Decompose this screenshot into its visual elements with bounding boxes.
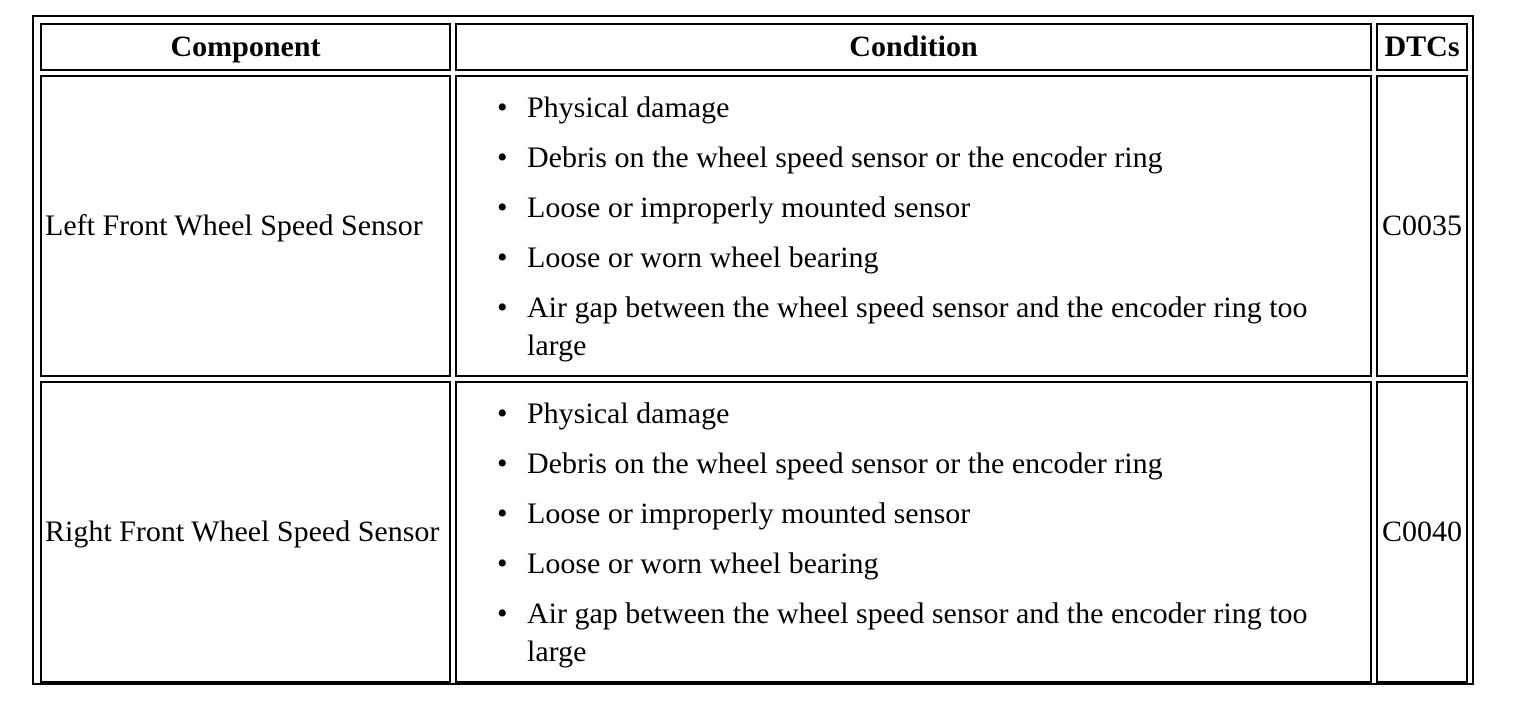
bullet-icon: • bbox=[497, 447, 508, 480]
bullet-icon: • bbox=[497, 141, 508, 174]
condition-text: Physical damage bbox=[527, 397, 730, 430]
condition-text: Air gap between the wheel speed sensor and the encoder ring too large bbox=[527, 597, 1308, 668]
condition-item bbox=[457, 189, 1360, 227]
condition-text: Loose or worn wheel bearing bbox=[527, 241, 879, 274]
bullet-icon: • bbox=[497, 397, 508, 430]
condition-item bbox=[457, 495, 1360, 533]
condition-item bbox=[457, 545, 1360, 583]
condition-text: Loose or worn wheel bearing bbox=[527, 547, 879, 580]
header-dtcs: DTCs bbox=[1376, 23, 1468, 71]
condition-text: Loose or improperly mounted sensor bbox=[527, 191, 971, 224]
condition-item bbox=[457, 89, 1360, 127]
condition-item bbox=[457, 139, 1360, 177]
dtc-cell: C0035 bbox=[1376, 75, 1468, 377]
condition-item bbox=[457, 595, 1360, 671]
header-component: Component bbox=[40, 23, 451, 71]
condition-cell bbox=[455, 381, 1372, 683]
bullet-icon: • bbox=[497, 241, 508, 274]
component-cell: Left Front Wheel Speed Sensor bbox=[40, 75, 451, 377]
header-condition: Condition bbox=[455, 23, 1372, 71]
component-cell: Right Front Wheel Speed Sensor bbox=[40, 381, 451, 683]
condition-list bbox=[457, 89, 1360, 365]
diagnostic-table bbox=[36, 19, 1472, 687]
condition-text: Air gap between the wheel speed sensor and the encoder ring too large bbox=[527, 291, 1308, 362]
condition-text: Loose or improperly mounted sensor bbox=[527, 497, 971, 530]
table-row bbox=[40, 75, 1468, 377]
table-row bbox=[40, 381, 1468, 683]
condition-item bbox=[457, 239, 1360, 277]
condition-text: Physical damage bbox=[527, 91, 730, 124]
bullet-icon: • bbox=[497, 497, 508, 530]
condition-item bbox=[457, 445, 1360, 483]
condition-list bbox=[457, 395, 1360, 671]
bullet-icon: • bbox=[497, 91, 508, 124]
diagnostic-table-frame bbox=[32, 15, 1474, 685]
bullet-icon: • bbox=[497, 597, 508, 630]
condition-text: Debris on the wheel speed sensor or the encoder ring bbox=[527, 141, 1163, 174]
bullet-icon: • bbox=[497, 191, 508, 224]
condition-item bbox=[457, 289, 1360, 365]
condition-text: Debris on the wheel speed sensor or the encoder ring bbox=[527, 447, 1163, 480]
bullet-icon: • bbox=[497, 547, 508, 580]
dtc-cell: C0040 bbox=[1376, 381, 1468, 683]
condition-item bbox=[457, 395, 1360, 433]
bullet-icon: • bbox=[497, 291, 508, 324]
condition-cell bbox=[455, 75, 1372, 377]
table-header-row bbox=[40, 23, 1468, 71]
